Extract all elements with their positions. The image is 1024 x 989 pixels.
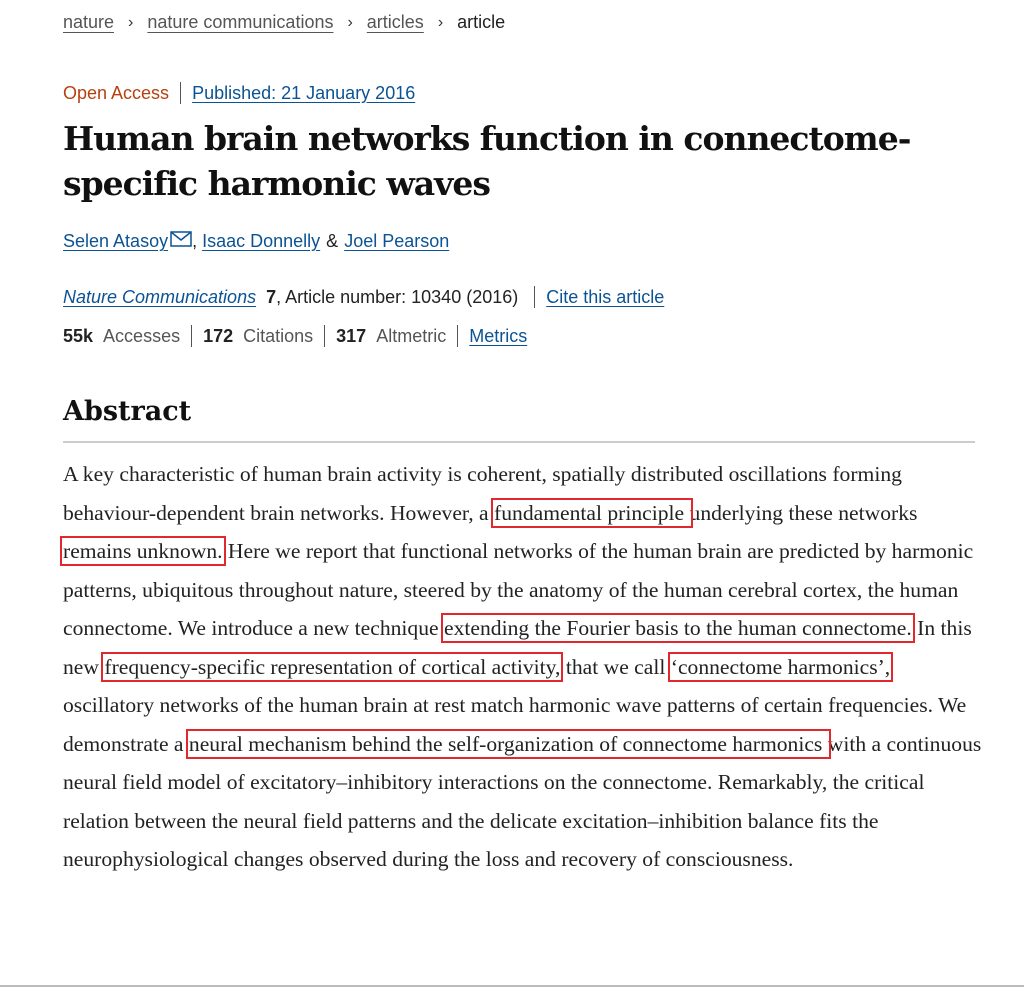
highlighted-phrase: fundamental principle: [494, 500, 690, 525]
breadcrumb-articles[interactable]: articles: [366, 12, 424, 32]
breadcrumb: [63, 12, 505, 33]
citations-count: 172: [203, 325, 234, 346]
journal-volume: 7: [266, 286, 277, 307]
highlighted-phrase: extending the Fourier basis to the human connectome.: [444, 616, 912, 640]
article-metrics: [63, 325, 527, 347]
divider: [534, 286, 535, 308]
abstract-heading: Abstract: [63, 396, 192, 427]
highlighted-phrase: frequency-specific representation of cortical activity,: [104, 654, 561, 679]
breadcrumb-nature[interactable]: nature: [63, 12, 115, 32]
section-divider: [63, 441, 975, 443]
abstract-segment: In this new: [63, 616, 972, 679]
page-bottom-border: [0, 985, 1024, 987]
journal-info: [63, 286, 664, 308]
accesses-count: 55k: [63, 325, 94, 346]
breadcrumb-current: article: [457, 12, 506, 32]
accesses-label: Accesses: [103, 325, 181, 346]
abstract-segment: oscillatory networks of the human brain at rest match harmonic wave patterns of certain frequencies. We demonstrate a: [63, 693, 967, 756]
article-number: , Article number: 10340 (2016): [276, 286, 519, 307]
highlighted-phrase: ‘connectome harmonics’,: [670, 654, 891, 679]
published-date-link[interactable]: Published: 21 January 2016: [192, 82, 416, 103]
abstract-segment: Here we report that functional networks of the human brain are predicted by harmonic patterns, ubiquitous throughout nature, steered by the anatomy of the human cerebral cortex, the human connectome. We introduce a new technique: [63, 539, 974, 640]
author-link-donnelly[interactable]: Isaac Donnelly: [202, 231, 321, 251]
breadcrumb-separator: ›: [128, 13, 134, 31]
divider: [180, 82, 181, 104]
abstract-segment: underlying these networks: [689, 500, 918, 525]
author-separator: ,: [192, 231, 198, 251]
abstract-segment: A key characteristic of human brain activity is coherent, spatially distributed oscillations forming behaviour-dependent brain networks. However, a: [63, 462, 902, 525]
email-icon[interactable]: [170, 231, 192, 252]
author-link-pearson[interactable]: Joel Pearson: [344, 231, 450, 251]
highlighted-phrase: remains unknown.: [63, 539, 223, 563]
journal-link[interactable]: Nature Communications: [63, 286, 257, 307]
divider: [191, 325, 192, 347]
abstract-segment: that we call: [560, 654, 671, 679]
altmetric-label: Altmetric: [376, 325, 447, 346]
divider: [457, 325, 458, 347]
author-link-atasoy[interactable]: Selen Atasoy: [63, 231, 169, 251]
author-list: [63, 231, 449, 252]
metrics-link[interactable]: Metrics: [469, 325, 528, 346]
article-meta: [63, 82, 415, 104]
citations-label: Citations: [243, 325, 314, 346]
divider: [324, 325, 325, 347]
breadcrumb-nature-communications[interactable]: nature communications: [147, 12, 334, 32]
article-title: Human brain networks function in connectome-specific harmonic waves: [63, 119, 911, 203]
breadcrumb-separator: ›: [347, 13, 353, 31]
open-access-label: Open Access: [63, 82, 170, 103]
cite-this-article-link[interactable]: Cite this article: [546, 286, 665, 307]
breadcrumb-separator: ›: [437, 13, 444, 31]
author-ampersand: &: [326, 231, 339, 251]
abstract-text: [63, 455, 983, 879]
highlighted-phrase: neural mechanism behind the self-organization of connectome harmonics: [188, 731, 828, 756]
altmetric-count: 317: [336, 325, 367, 346]
abstract-segment: with a continuous neural field model of excitatory–inhibitory interactions on the connectome. Remarkably, the critical relation between the neural field patterns and the delicate excitation–inhibition balance fits the neurophysiological changes observed during the loss and recovery of consciousness.: [63, 731, 982, 871]
